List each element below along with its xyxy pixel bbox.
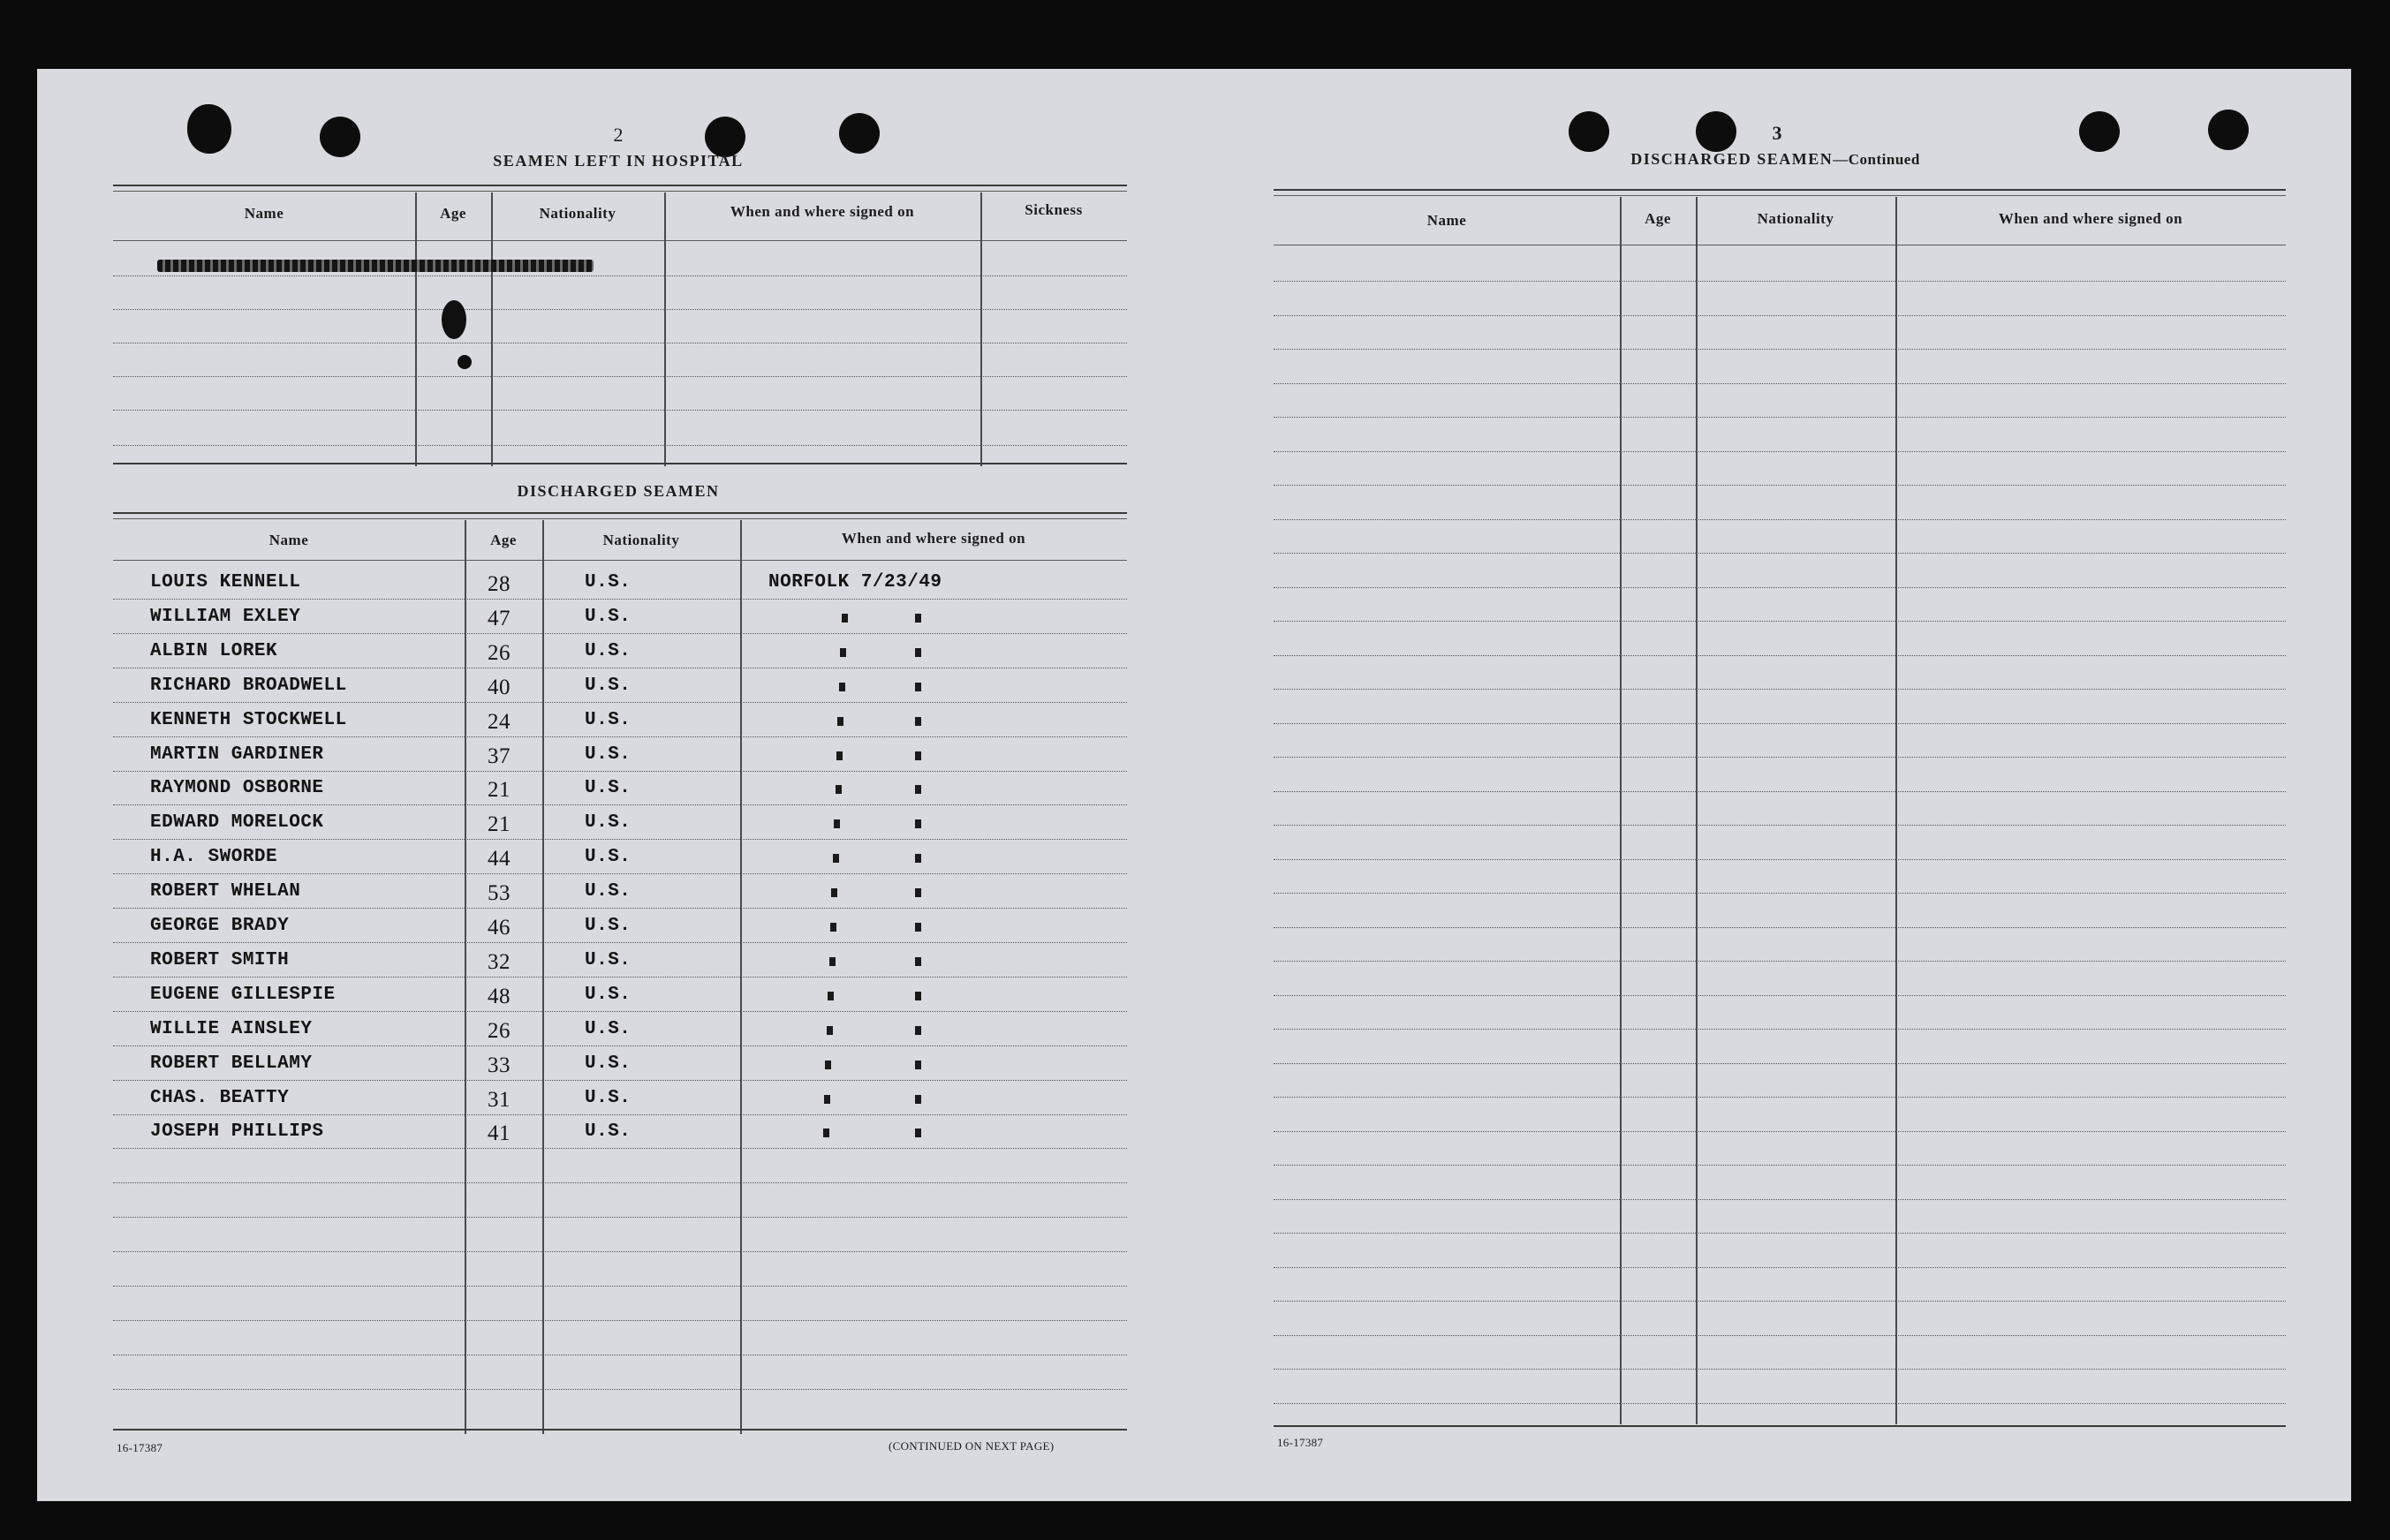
table-row-line [113, 1114, 1127, 1116]
right-page-number: 3 [1772, 122, 1782, 144]
table-row-line [1274, 825, 2286, 827]
discharged-header-nationality: Nationality [602, 532, 680, 548]
table-row-line [113, 839, 1127, 841]
ditto-mark-date [915, 648, 921, 657]
seaman-nationality: U.S. [585, 778, 632, 798]
table-row-line [1274, 315, 2286, 317]
table-row-line [113, 1080, 1127, 1082]
seaman-age: 26 [488, 1019, 511, 1043]
table-row-line [1274, 1301, 2286, 1302]
table-row-line [113, 977, 1127, 978]
table-row-line [113, 1320, 1127, 1322]
right-header-nationality: Nationality [1757, 210, 1834, 227]
seaman-name: EDWARD MORELOCK [150, 812, 324, 833]
ditto-mark-date [915, 1095, 921, 1104]
table-row-line [113, 873, 1127, 875]
seaman-name: KENNETH STOCKWELL [150, 710, 347, 730]
table-row-line [1274, 1267, 2286, 1269]
seaman-name: WILLIE AINSLEY [150, 1019, 313, 1039]
seaman-name: WILLIAM EXLEY [150, 607, 301, 627]
ditto-mark-place [840, 648, 846, 657]
hospital-top-rule [113, 185, 1127, 186]
seaman-age: 44 [488, 847, 511, 871]
ditto-mark-place [836, 785, 842, 794]
ditto-mark-place [830, 923, 836, 932]
left-page-number: 2 [613, 124, 624, 146]
seaman-nationality: U.S. [585, 710, 632, 730]
table-row-line [1274, 1063, 2286, 1065]
seaman-age: 53 [488, 881, 511, 905]
punch-hole [187, 104, 231, 154]
seaman-nationality: U.S. [585, 607, 632, 627]
ditto-mark-place [842, 614, 848, 623]
ditto-mark-place [837, 717, 843, 726]
seaman-age: 46 [488, 916, 511, 940]
seaman-age: 21 [488, 812, 511, 836]
table-row-line [113, 1286, 1127, 1287]
hospital-header-nationality: Nationality [539, 205, 616, 222]
seaman-name: CHAS. BEATTY [150, 1088, 290, 1108]
ink-blot [442, 300, 466, 339]
left-form-number: 16-17387 [117, 1441, 163, 1454]
table-row-line [113, 1389, 1127, 1391]
table-row-line [1274, 519, 2286, 521]
ditto-mark-date [915, 819, 921, 828]
seaman-nationality: U.S. [585, 881, 632, 902]
table-row-line [1274, 1029, 2286, 1030]
table-row-line [113, 804, 1127, 806]
hospital-header-signed-on: When and where signed on [730, 203, 915, 220]
seaman-nationality: U.S. [585, 1088, 632, 1108]
seaman-age: 26 [488, 641, 511, 665]
table-row-line [1274, 1131, 2286, 1133]
table-row-line [1274, 1199, 2286, 1201]
table-row-line [113, 736, 1127, 738]
discharged-top-rule [113, 512, 1127, 514]
seaman-nationality: U.S. [585, 1121, 632, 1142]
right-header-age: Age [1645, 210, 1671, 227]
table-row-line [1274, 621, 2286, 623]
seaman-name: ROBERT BELLAMY [150, 1053, 313, 1074]
table-row-line [1274, 655, 2286, 657]
ink-blot [458, 355, 472, 369]
discharged-header-age: Age [490, 532, 517, 548]
ditto-mark-place [831, 888, 837, 897]
seaman-name: LOUIS KENNELL [150, 572, 301, 593]
ditto-mark-date [915, 1129, 921, 1137]
ditto-mark-place [836, 751, 843, 760]
seaman-age: 41 [488, 1121, 511, 1145]
hospital-title: SEAMEN LEFT IN HOSPITAL [493, 152, 744, 170]
table-row-line [113, 942, 1127, 944]
table-row-line [1274, 281, 2286, 283]
hospital-header-name: Name [244, 205, 284, 222]
seaman-nationality: U.S. [585, 744, 632, 765]
table-row-line [1274, 1233, 2286, 1234]
ditto-mark-place [827, 1026, 833, 1035]
seaman-name: RAYMOND OSBORNE [150, 778, 324, 798]
seaman-nationality: U.S. [585, 950, 632, 970]
table-row-line [1274, 417, 2286, 419]
right-top-rule [1274, 189, 2286, 191]
seaman-nationality: U.S. [585, 985, 632, 1005]
seaman-age: 33 [488, 1053, 511, 1077]
seaman-name: ALBIN LOREK [150, 641, 278, 661]
ditto-mark-place [828, 992, 834, 1000]
table-row-line [113, 771, 1127, 773]
hospital-header-sickness: Sickness [1025, 201, 1083, 218]
table-row-line [1274, 859, 2286, 861]
ditto-mark-date [915, 992, 921, 1000]
seaman-age: 21 [488, 778, 511, 802]
seaman-nationality: U.S. [585, 916, 632, 936]
ditto-mark-date [915, 957, 921, 966]
ditto-mark-date [915, 717, 921, 726]
ditto-mark-date [915, 923, 921, 932]
right-title-main: DISCHARGED SEAMEN [1630, 150, 1834, 168]
punch-hole [1696, 111, 1736, 152]
table-row-line [113, 1046, 1127, 1047]
table-row-line [113, 1182, 1127, 1184]
table-row-line [113, 1011, 1127, 1013]
table-row-line [1274, 723, 2286, 725]
hospital-header-age: Age [440, 205, 466, 222]
table-row-line [113, 1355, 1127, 1356]
signed-on-place-date: NORFOLK 7/23/49 [768, 572, 942, 593]
ditto-mark-place [839, 683, 845, 691]
discharged-header-signed-on: When and where signed on [841, 530, 1026, 547]
punch-hole [320, 117, 360, 157]
table-row-line [113, 908, 1127, 910]
ditto-mark-date [915, 751, 921, 760]
right-title-suffix: —Continued [1833, 151, 1920, 168]
table-row-line [113, 668, 1127, 669]
table-row-line [113, 1148, 1127, 1150]
ditto-mark-date [915, 1061, 921, 1069]
table-row-line [1274, 1335, 2286, 1337]
seaman-age: 40 [488, 676, 511, 699]
seaman-name: H.A. SWORDE [150, 847, 278, 867]
redacted-entry [157, 260, 594, 272]
punch-hole [839, 113, 880, 154]
right-header-signed-on: When and where signed on [1998, 210, 2183, 227]
table-row-line [1274, 383, 2286, 385]
table-row-line [1274, 349, 2286, 351]
ditto-mark-place [833, 854, 839, 863]
ditto-mark-place [834, 819, 840, 828]
seaman-nationality: U.S. [585, 1019, 632, 1039]
seaman-age: 28 [488, 572, 511, 596]
table-row-line [113, 1251, 1127, 1253]
ditto-mark-date [915, 785, 921, 794]
ditto-mark-date [915, 888, 921, 897]
punch-hole [2079, 111, 2120, 152]
table-row-line [1274, 995, 2286, 997]
table-row-line [1274, 757, 2286, 759]
seaman-age: 24 [488, 710, 511, 734]
table-row-line [113, 599, 1127, 600]
table-row-line [1274, 791, 2286, 793]
seaman-name: ROBERT SMITH [150, 950, 290, 970]
seaman-age: 48 [488, 985, 511, 1008]
seaman-nationality: U.S. [585, 847, 632, 867]
ditto-mark-date [915, 683, 921, 691]
seaman-name: JOSEPH PHILLIPS [150, 1121, 324, 1142]
table-row-line [113, 1217, 1127, 1219]
right-header-name: Name [1426, 212, 1467, 229]
seaman-name: ROBERT WHELAN [150, 881, 301, 902]
seaman-name: GEORGE BRADY [150, 916, 290, 936]
seaman-nationality: U.S. [585, 572, 632, 593]
table-row-line [1274, 1097, 2286, 1098]
seaman-nationality: U.S. [585, 812, 632, 833]
ditto-mark-place [829, 957, 836, 966]
table-row-line [1274, 1369, 2286, 1370]
ditto-mark-date [915, 614, 921, 623]
ditto-mark-date [915, 854, 921, 863]
table-row-line [113, 633, 1127, 635]
seaman-nationality: U.S. [585, 676, 632, 696]
table-row-line [1274, 485, 2286, 487]
ditto-mark-place [825, 1061, 831, 1069]
discharged-header-name: Name [268, 532, 309, 548]
table-row-line [1274, 1165, 2286, 1166]
right-form-number: 16-17387 [1277, 1436, 1324, 1449]
table-row-line [1274, 927, 2286, 929]
punch-hole [1569, 111, 1609, 152]
seaman-name: RICHARD BROADWELL [150, 676, 347, 696]
table-row-line [1274, 893, 2286, 895]
continued-note: (CONTINUED ON NEXT PAGE) [889, 1439, 1055, 1453]
table-row-line [1274, 961, 2286, 962]
seaman-name: MARTIN GARDINER [150, 744, 324, 765]
table-row-line [113, 702, 1127, 704]
discharged-title: DISCHARGED SEAMEN [517, 482, 720, 500]
seaman-age: 47 [488, 607, 511, 630]
seaman-age: 32 [488, 950, 511, 974]
table-row-line [1274, 689, 2286, 691]
seaman-name: EUGENE GILLESPIE [150, 985, 336, 1005]
table-row-line [1274, 587, 2286, 589]
seaman-nationality: U.S. [585, 641, 632, 661]
seaman-age: 31 [488, 1088, 511, 1112]
ditto-mark-date [915, 1026, 921, 1035]
table-row-line [1274, 1403, 2286, 1405]
table-row-line [1274, 553, 2286, 555]
punch-hole [2208, 109, 2249, 150]
seaman-age: 37 [488, 744, 511, 768]
ditto-mark-place [824, 1095, 830, 1104]
table-row-line [1274, 451, 2286, 453]
right-title [1572, 150, 1978, 169]
ditto-mark-place [823, 1129, 829, 1137]
seaman-nationality: U.S. [585, 1053, 632, 1074]
